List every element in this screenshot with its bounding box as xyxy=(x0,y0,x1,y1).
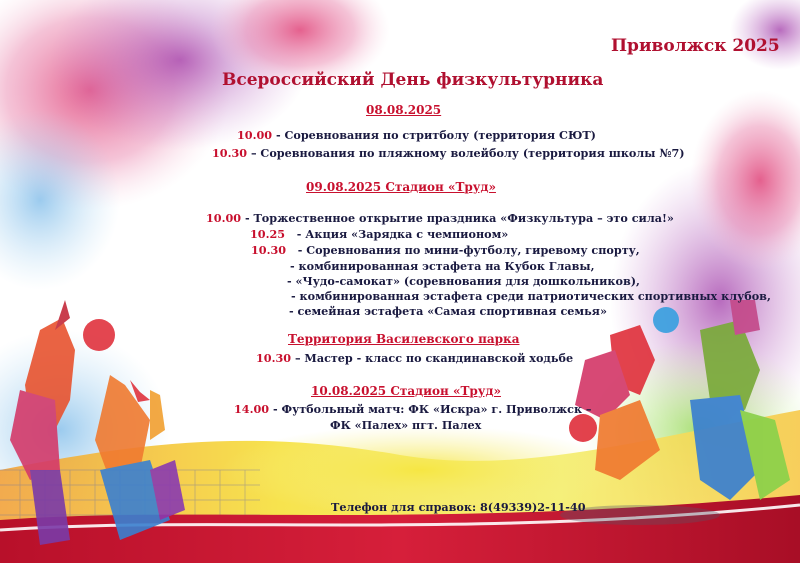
schedule-text: - Соревнования по мини-футболу, гиревому спорту, xyxy=(286,243,640,257)
schedule-continuation: ФК «Палех» пгт. Палех xyxy=(330,418,482,432)
schedule-line xyxy=(212,146,685,160)
schedule-text: - Футбольный матч: ФК «Искра» г. Приволжск – xyxy=(269,402,592,416)
contact-phone: Телефон для справок: 8(49339)2-11-40 xyxy=(331,500,586,514)
schedule-time: 10.30 xyxy=(256,351,292,365)
schedule-line xyxy=(206,211,674,225)
schedule-text: - Торжественное открытие праздника «Физкультура – это сила!» xyxy=(241,211,674,225)
location-heading: Территория Василевского парка xyxy=(288,332,520,346)
schedule-text: – Мастер - класс по скандинавской ходьбе xyxy=(291,351,574,365)
city-year-title: Приволжск 2025 xyxy=(611,36,780,56)
schedule-text: - Акция «Зарядка с чемпионом» xyxy=(285,227,509,241)
event-title: Всероссийский День физкультурника xyxy=(222,70,604,90)
date-heading: 08.08.2025 xyxy=(366,103,442,117)
schedule-time: 10.25 xyxy=(250,227,286,241)
schedule-time: 10.00 xyxy=(206,211,242,225)
schedule-subitem: - «Чудо-самокат» (соревнования для дошкольников), xyxy=(287,274,640,288)
schedule-time: 10.30 xyxy=(212,146,248,160)
schedule-subitem: - комбинированная эстафета на Кубок Главы, xyxy=(290,259,595,273)
date-heading: 10.08.2025 Стадион «Труд» xyxy=(311,384,501,398)
schedule-line xyxy=(251,243,640,257)
schedule-time: 10.00 xyxy=(237,128,273,142)
schedule-line xyxy=(250,227,508,241)
schedule-line xyxy=(237,128,596,142)
schedule-subitem: - комбинированная эстафета среди патриотических спортивных клубов, xyxy=(291,289,771,303)
schedule-line xyxy=(256,351,573,365)
schedule-time: 14.00 xyxy=(234,402,270,416)
date-heading: 09.08.2025 Стадион «Труд» xyxy=(306,180,496,194)
schedule-time: 10.30 xyxy=(251,243,287,257)
schedule-text: – Соревнования по пляжному волейболу (территория школы №7) xyxy=(247,146,685,160)
schedule-text: - Соревнования по стритболу (территория СЮТ) xyxy=(272,128,596,142)
schedule-subitem: - семейная эстафета «Самая спортивная семья» xyxy=(289,304,607,318)
schedule-line xyxy=(234,402,592,416)
